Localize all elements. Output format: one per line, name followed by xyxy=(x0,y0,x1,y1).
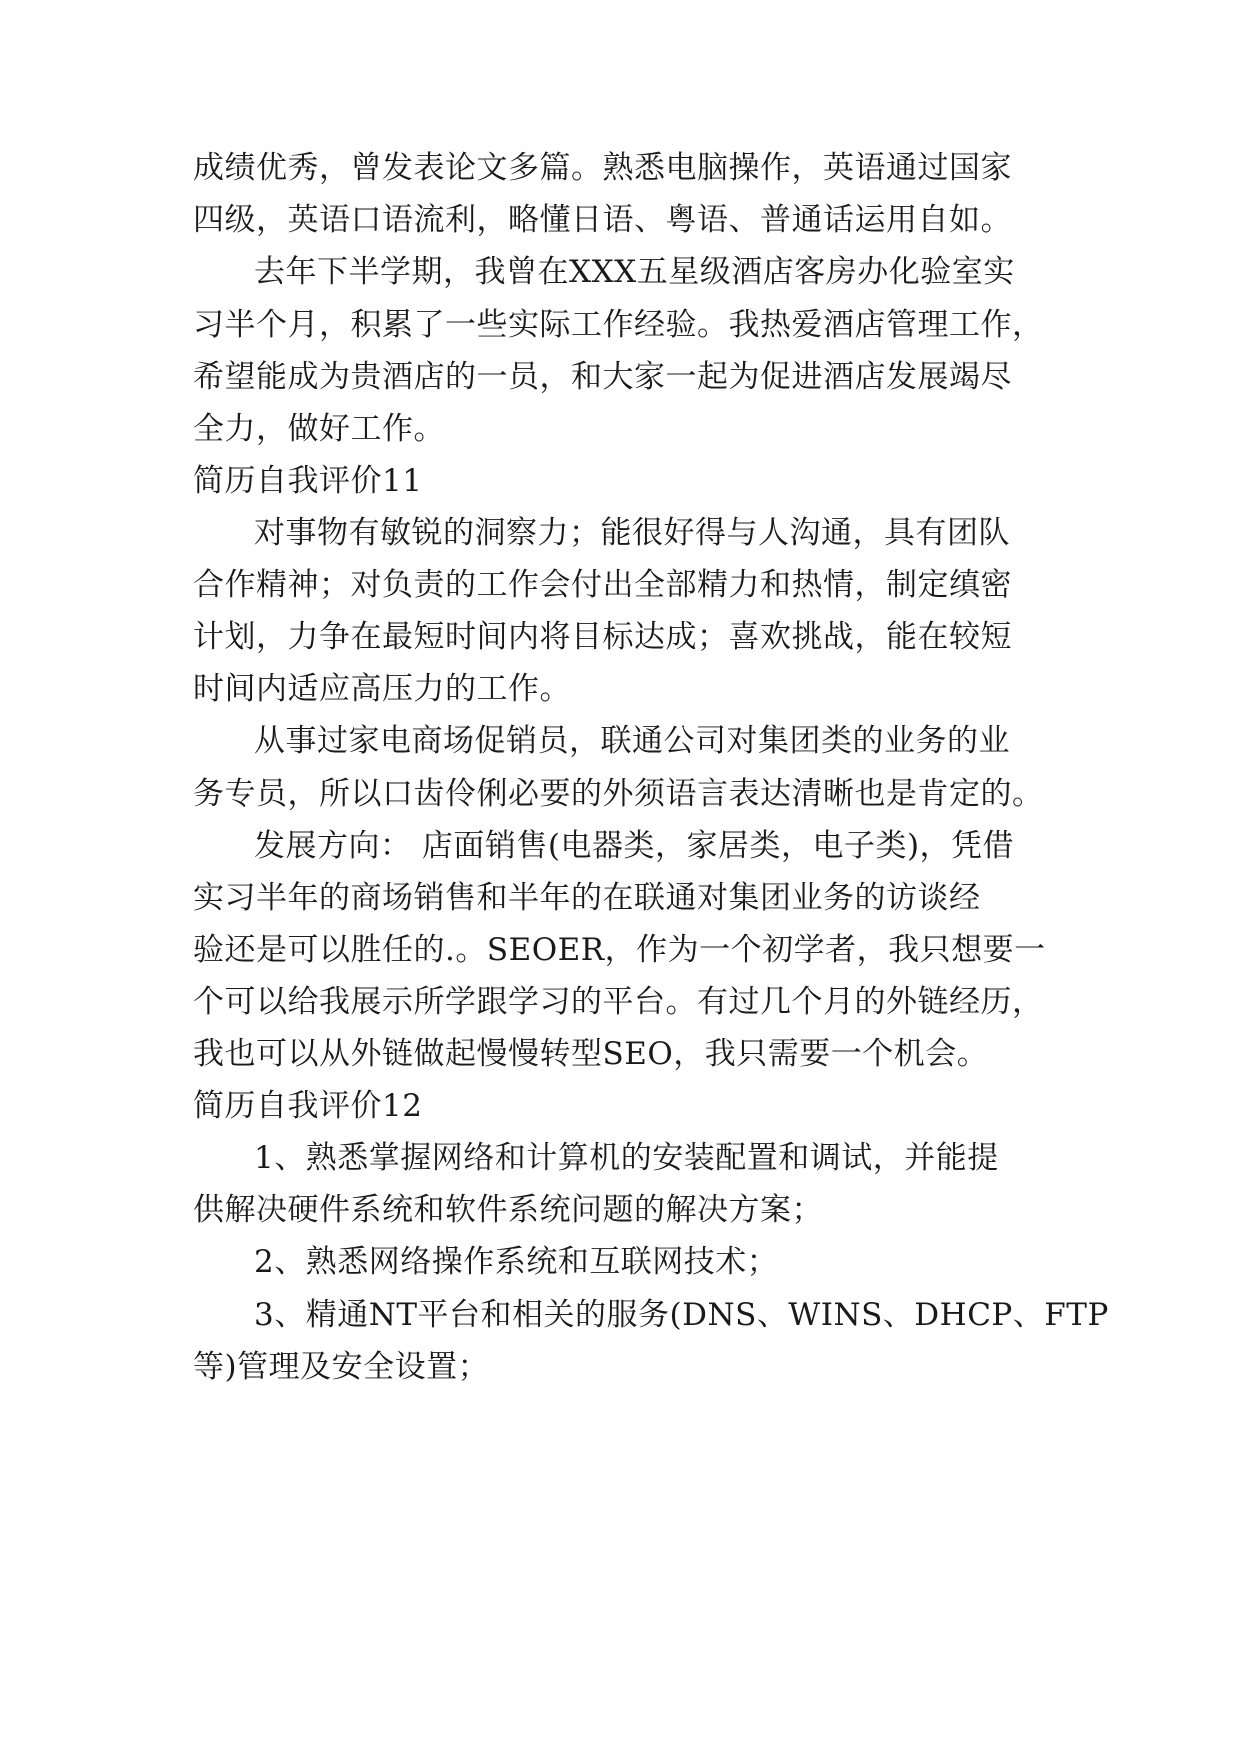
section-heading: 简历自我评价11 xyxy=(193,463,423,499)
text-line: 验还是可以胜任的.。SEOER，作为一个初学者，我只想要一 xyxy=(193,932,1046,968)
text-line: 供解决硬件系统和软件系统问题的解决方案； xyxy=(193,1192,823,1228)
list-item: 3、精通NT平台和相关的服务(DNS、WINS、DHCP、FTP xyxy=(254,1297,1109,1333)
text-line: 习半个月，积累了一些实际工作经验。我热爱酒店管理工作， xyxy=(193,307,1044,343)
paragraph-start: 发展方向： 店面销售(电器类，家居类，电子类)，凭借 xyxy=(254,828,1015,864)
section-heading: 简历自我评价12 xyxy=(193,1088,423,1124)
text-line: 成绩优秀，曾发表论文多篇。熟悉电脑操作，英语通过国家 xyxy=(193,150,1012,186)
text-line: 个可以给我展示所学跟学习的平台。有过几个月的外链经历， xyxy=(193,984,1044,1020)
text-line: 我也可以从外链做起慢慢转型SEO，我只需要一个机会。 xyxy=(193,1036,989,1072)
paragraph-start: 对事物有敏锐的洞察力；能很好得与人沟通，具有团队 xyxy=(254,515,1010,551)
text-line: 四级，英语口语流利，略懂日语、粤语、普通话运用自如。 xyxy=(193,202,1012,238)
paragraph-start: 从事过家电商场促销员，联通公司对集团类的业务的业 xyxy=(254,723,1010,759)
text-line: 希望能成为贵酒店的一员，和大家一起为促进酒店发展竭尽 xyxy=(193,359,1012,395)
text-line: 合作精神；对负责的工作会付出全部精力和热情，制定缜密 xyxy=(193,567,1012,603)
text-line: 全力，做好工作。 xyxy=(193,411,445,447)
text-line: 等)管理及安全设置； xyxy=(193,1349,490,1385)
text-line: 实习半年的商场销售和半年的在联通对集团业务的访谈经 xyxy=(193,880,981,916)
text-line: 计划，力争在最短时间内将目标达成；喜欢挑战，能在较短 xyxy=(193,619,1012,655)
paragraph-start: 去年下半学期，我曾在XXX五星级酒店客房办化验室实 xyxy=(254,254,1015,290)
text-line: 时间内适应高压力的工作。 xyxy=(193,671,571,707)
text-line: 务专员，所以口齿伶俐必要的外须语言表达清晰也是肯定的。 xyxy=(193,776,1044,812)
list-item: 1、熟悉掌握网络和计算机的安装配置和调试，并能提 xyxy=(254,1140,999,1176)
list-item: 2、熟悉网络操作系统和互联网技术； xyxy=(254,1244,779,1280)
